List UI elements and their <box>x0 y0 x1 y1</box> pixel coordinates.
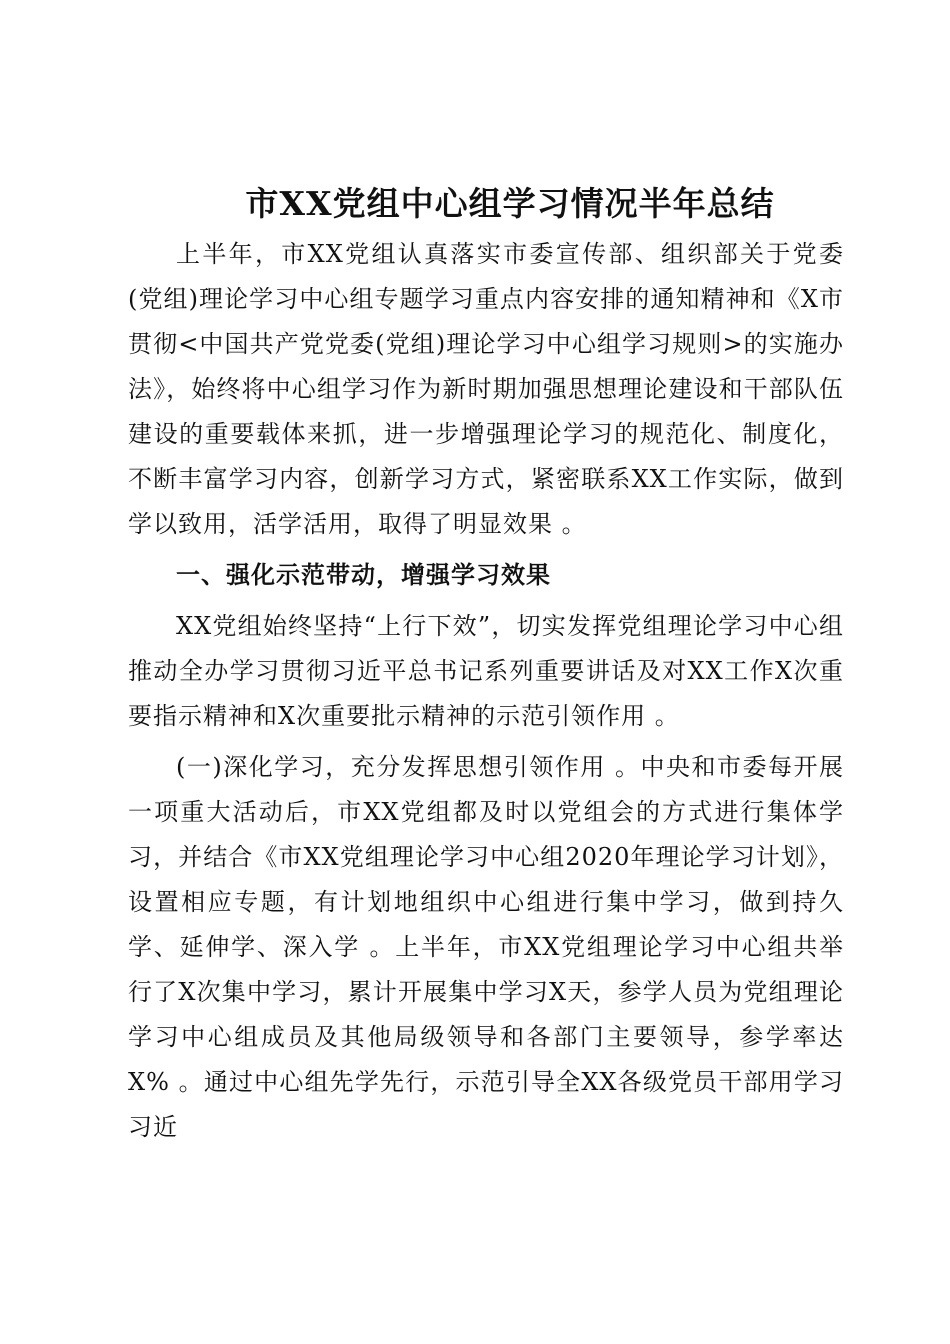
document-title: 市XX党组中心组学习情况半年总结 <box>245 184 775 223</box>
paragraph-section-1: XX党组始终坚持“上行下效”，切实发挥党组理论学习中心组推动全办学习贯彻习近平总书记系列重要讲话及对XX工作X次重要指示精神和X次重要批示精神的示范引领作用 。 <box>128 612 844 730</box>
paragraph-subsection-1: (一)深化学习，充分发挥思想引领作用 。中央和市委每开展一项重大活动后，市XX党组都及时以党组会的方式进行集体学习，并结合《市XX党组理论学习中心组2020年理论学习计划》，设置相应专题，有计划地组织中心组进行集中学习，做到持久学、延伸学、深入学 。上半年，市XX党组理论学习中心组共举行了X次集中学习，累计开展集中学习X天，参学人员为党组理论学习中心组成员及其他局级领导和各部门主要领导，参学率达X% 。通过中心组先学先行，示范引导全XX各级党员干部用学习习近 <box>128 753 844 1141</box>
section-heading-1: 一、强化示范带动，增强学习效果 <box>176 561 551 589</box>
paragraph-intro: 上半年，市XX党组认真落实市委宣传部、组织部关于党委(党组)理论学习中心组专题学习重点内容安排的通知精神和《X市贯彻<中国共产党党委(党组)理论学习中心组学习规则>的实施办法》，始终将中心组学习作为新时期加强思想理论建设和干部队伍建设的重要载体来抓，进一步增强理论学习的规范化、制度化，不断丰富学习内容，创新学习方式，紧密联系XX工作实际，做到学以致用，活学活用，取得了明显效果 。 <box>128 240 844 538</box>
document-body <box>128 232 844 1156</box>
